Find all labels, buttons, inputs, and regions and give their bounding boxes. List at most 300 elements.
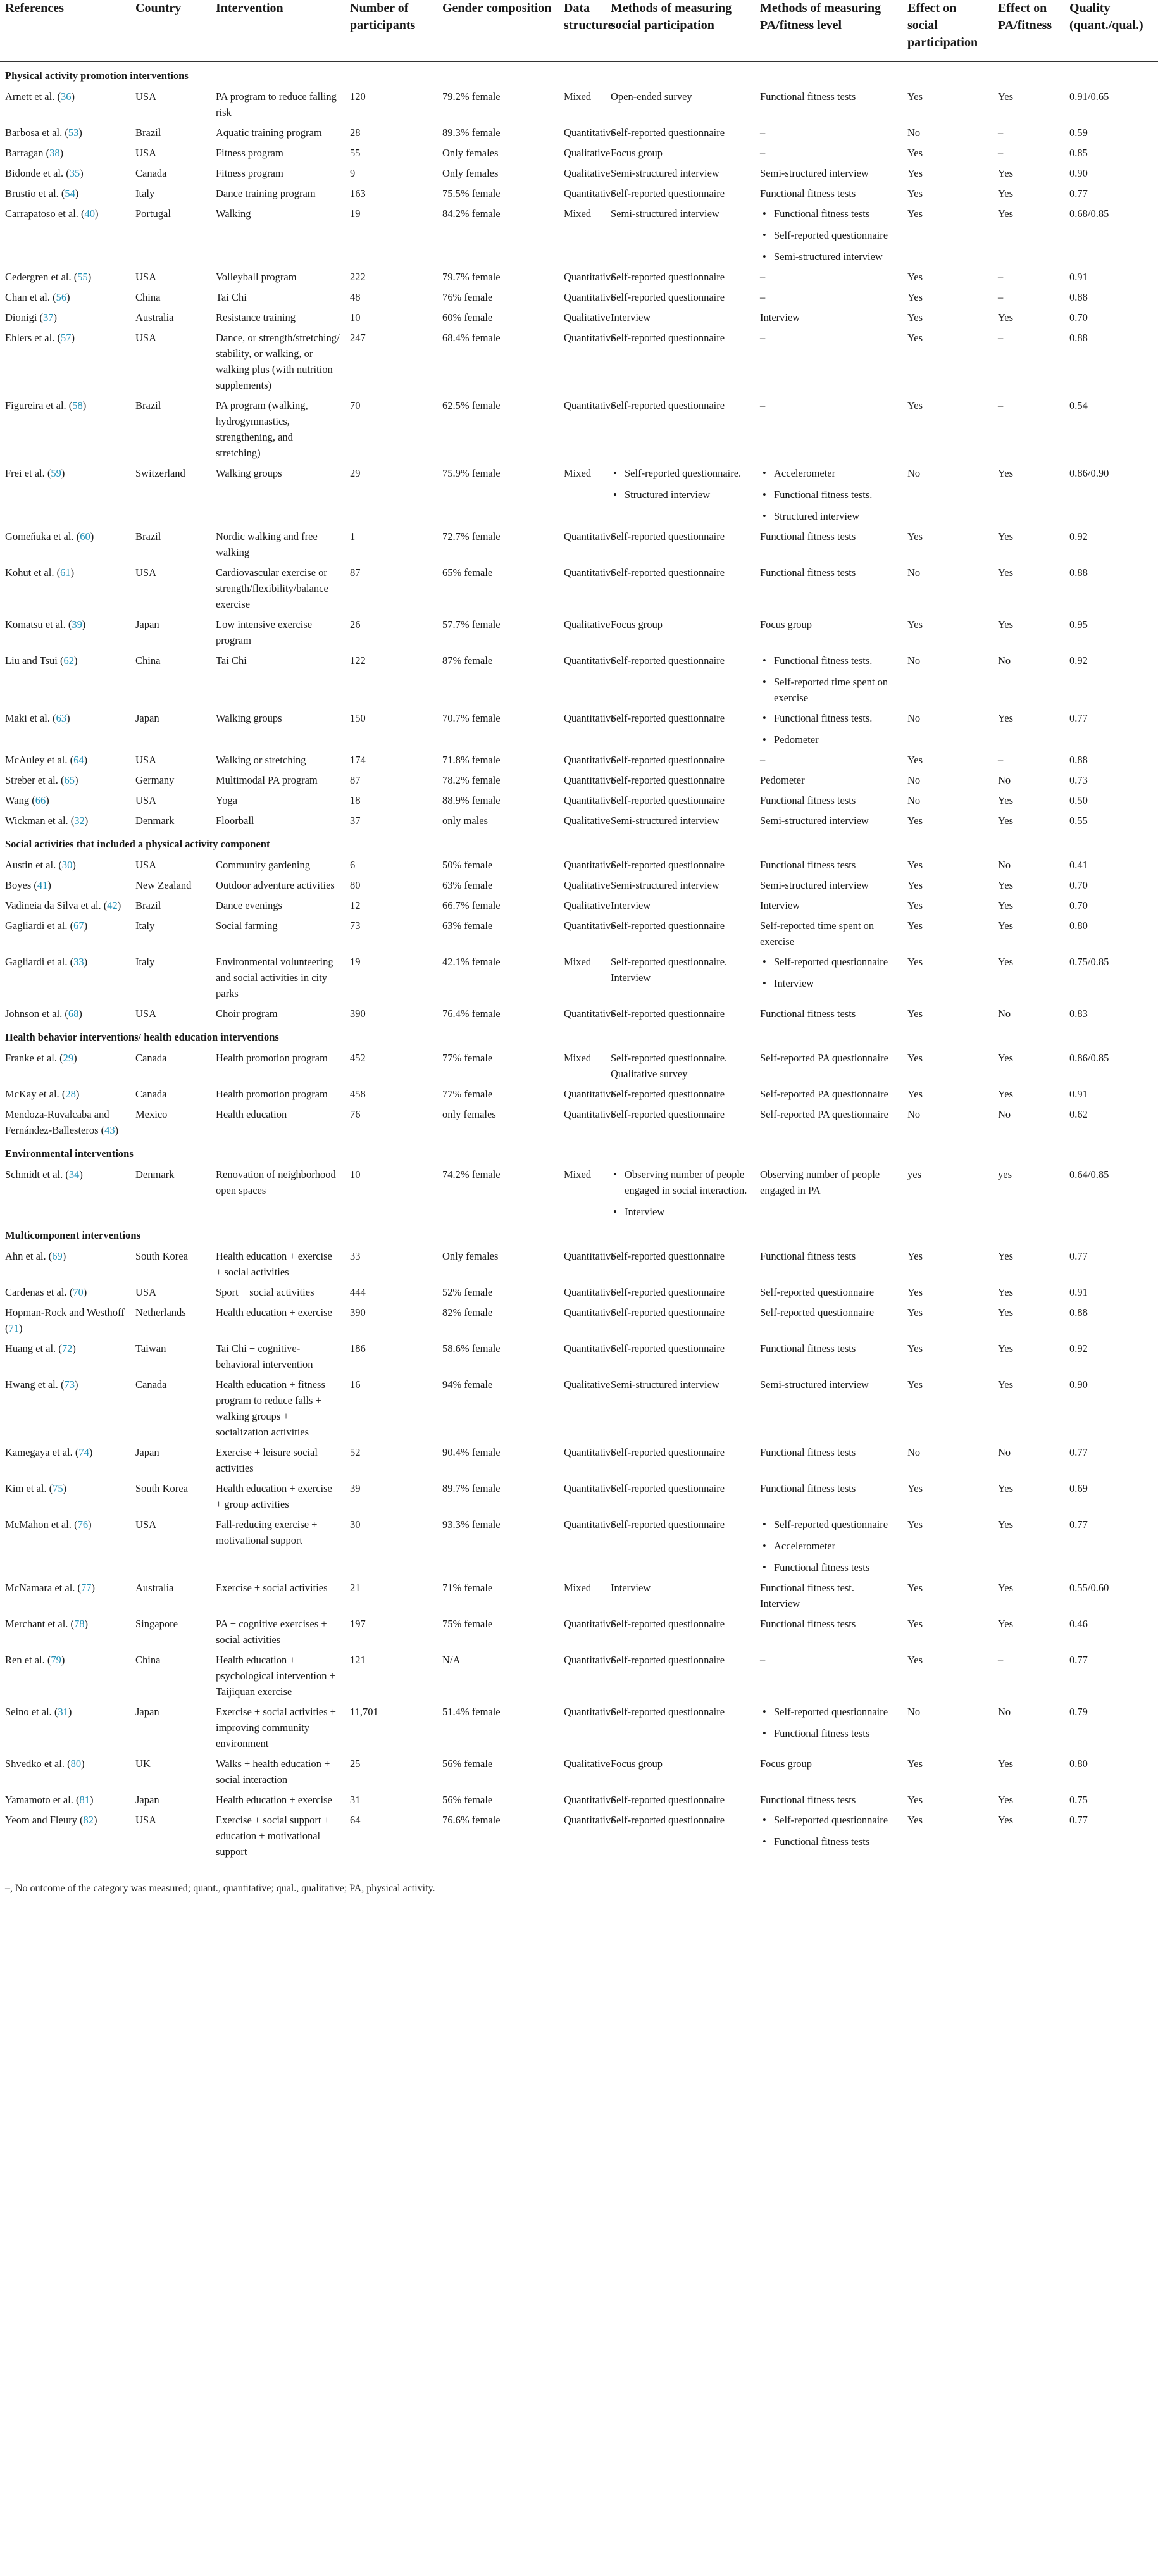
quality-cell: 0.91: [1069, 271, 1088, 283]
intervention-cell: Tai Chi: [216, 654, 247, 666]
reference-author: Frei et al.: [5, 467, 45, 479]
data-structure-cell: Qualitative: [564, 1379, 611, 1391]
participants-cell: 29: [350, 467, 361, 479]
intervention-cell: Walking: [216, 208, 251, 220]
gender-cell: 62.5% female: [442, 399, 501, 411]
citation-link[interactable]: 65: [64, 774, 75, 786]
country-cell: USA: [135, 1814, 157, 1826]
intervention-cell: Exercise + social activities + improving community environment: [216, 1706, 336, 1749]
social-method-cell-line: Semi-structured interview: [611, 208, 719, 220]
participants-cell: 390: [350, 1306, 366, 1318]
quality-cell: 0.59: [1069, 127, 1088, 139]
table-row: [0, 1047, 1158, 1084]
reference-author: Gagliardi et al.: [5, 956, 68, 968]
participants-cell: 33: [350, 1250, 361, 1262]
pa-method-cell-item: • Functional fitness tests.: [760, 653, 897, 668]
table-row: [0, 287, 1158, 307]
effect-social-cell: Yes: [907, 956, 923, 968]
data-structure-cell: Quantitative: [564, 1814, 616, 1826]
social-method-cell-line: Self-reported questionnaire: [611, 187, 725, 199]
pa-method-cell: [755, 1084, 902, 1104]
section-row: [0, 1140, 1158, 1164]
pa-method-cell: [755, 142, 902, 163]
reference-cell: Carrapatoso et al. (40): [5, 208, 99, 220]
pa-method-cell: [755, 526, 902, 562]
citation-link[interactable]: 32: [74, 815, 85, 827]
gender-cell: 60% female: [442, 311, 493, 323]
data-structure-cell: Mixed: [564, 208, 592, 220]
pa-method-cell-line: Semi-structured interview: [760, 879, 869, 891]
gender-cell: N/A: [442, 1654, 461, 1666]
pa-method-cell-line: Functional fitness tests: [760, 530, 856, 542]
reference-cell: Dionigi (37): [5, 311, 58, 323]
effect-social-cell: Yes: [907, 1088, 923, 1100]
gender-cell: 93.3% female: [442, 1518, 501, 1530]
country-cell: South Korea: [135, 1482, 188, 1494]
gender-cell: 87% female: [442, 654, 493, 666]
quality-cell: 0.80: [1069, 1758, 1088, 1770]
reference-cell: Merchant et al. (78): [5, 1618, 89, 1630]
pa-method-cell-line: Functional fitness tests: [760, 91, 856, 103]
social-method-cell-line: Self-reported questionnaire: [611, 332, 725, 344]
reference-cell: Gomeňuka et al. (60): [5, 530, 94, 542]
quality-cell: 0.85: [1069, 147, 1088, 159]
table-row: [0, 1810, 1158, 1861]
intervention-cell: Sport + social activities: [216, 1286, 314, 1298]
country-cell: USA: [135, 91, 157, 103]
section-row: [0, 830, 1158, 854]
social-method-cell-line: Self-reported questionnaire: [611, 654, 725, 666]
data-structure-cell: Quantitative: [564, 291, 616, 303]
citation-link[interactable]: 54: [65, 187, 75, 199]
effect-pa-cell: –: [998, 147, 1004, 159]
gender-cell: 52% female: [442, 1286, 493, 1298]
pa-method-cell: [755, 1753, 902, 1789]
reference-author: Wickman et al.: [5, 815, 68, 827]
citation-link[interactable]: 42: [107, 899, 118, 911]
reference-author: Hwang et al.: [5, 1379, 58, 1391]
column-header-quality: Quality (quant./qual.): [1069, 1, 1143, 32]
social-method-cell: [606, 463, 755, 526]
citation-link[interactable]: 36: [60, 91, 72, 103]
citation-link[interactable]: 79: [51, 1654, 61, 1666]
pa-method-cell-line: –: [760, 127, 766, 139]
reference-cell: Gagliardi et al. (33): [5, 956, 88, 968]
effect-social-cell: Yes: [907, 147, 923, 159]
pa-method-cell-line: Functional fitness tests: [760, 187, 856, 199]
country-cell: Brazil: [135, 399, 161, 411]
reference-author: Shvedko et al.: [5, 1758, 65, 1770]
citation-link[interactable]: 61: [60, 566, 71, 578]
citation-link[interactable]: 40: [84, 208, 96, 220]
reference-author: Cardenas et al.: [5, 1286, 67, 1298]
table-row: [0, 203, 1158, 266]
table-row: [0, 526, 1158, 562]
gender-cell: 42.1% female: [442, 956, 501, 968]
table-body: [0, 62, 1158, 1862]
participants-cell: 390: [350, 1008, 366, 1020]
social-method-cell: [606, 183, 755, 203]
social-method-cell: [606, 526, 755, 562]
citation-link[interactable]: 56: [56, 291, 67, 303]
citation-link[interactable]: 38: [49, 147, 60, 159]
section-title: Multicomponent interventions: [5, 1229, 141, 1241]
data-structure-cell: Quantitative: [564, 1654, 616, 1666]
pa-method-cell-item: • Interview: [760, 975, 897, 991]
citation-link[interactable]: 55: [77, 271, 88, 283]
citation-link[interactable]: 82: [83, 1814, 94, 1826]
effect-social-cell: Yes: [907, 1379, 923, 1391]
citation-link[interactable]: 53: [68, 127, 79, 139]
participants-cell: 174: [350, 754, 366, 766]
country-cell: Japan: [135, 1706, 159, 1718]
citation-link[interactable]: 78: [74, 1618, 85, 1630]
quality-cell: 0.77: [1069, 1446, 1088, 1458]
effect-social-cell: No: [907, 774, 921, 786]
social-method-cell: [606, 854, 755, 875]
column-header-references: References: [5, 1, 64, 15]
participants-cell: 87: [350, 774, 361, 786]
effect-social-cell: Yes: [907, 1342, 923, 1354]
social-method-cell: [606, 1649, 755, 1701]
effect-social-cell: No: [907, 712, 921, 724]
pa-method-cell-line: Functional fitness tests: [760, 1342, 856, 1354]
social-method-cell: [606, 122, 755, 142]
table-row: [0, 1701, 1158, 1753]
gender-cell: only males: [442, 815, 488, 827]
social-method-cell: [606, 895, 755, 915]
pa-method-cell: [755, 1302, 902, 1338]
social-method-cell-line: Self-reported questionnaire: [611, 1108, 725, 1120]
quality-cell: 0.79: [1069, 1706, 1088, 1718]
reference-cell: Komatsu et al. (39): [5, 618, 86, 630]
pa-method-cell: [755, 1047, 902, 1084]
table-row: [0, 1577, 1158, 1613]
citation-link[interactable]: 64: [73, 754, 84, 766]
social-method-cell-line: Self-reported questionnaire: [611, 1342, 725, 1354]
pa-method-cell-line: Semi-structured interview: [760, 167, 869, 179]
country-cell: Brazil: [135, 530, 161, 542]
effect-pa-cell: No: [998, 1706, 1011, 1718]
social-method-cell: [606, 287, 755, 307]
pa-method-cell-line: Interview: [760, 899, 800, 911]
social-method-cell-line: Self-reported questionnaire: [611, 566, 725, 578]
citation-link[interactable]: 30: [61, 859, 73, 871]
effect-social-cell: Yes: [907, 1286, 923, 1298]
country-cell: Italy: [135, 956, 155, 968]
gender-cell: 74.2% female: [442, 1168, 501, 1180]
effect-social-cell: Yes: [907, 920, 923, 932]
data-structure-cell: Mixed: [564, 956, 592, 968]
quality-cell: 0.92: [1069, 654, 1088, 666]
reference-cell: Kamegaya et al. (74): [5, 1446, 93, 1458]
effect-social-cell: No: [907, 566, 921, 578]
effect-pa-cell: No: [998, 859, 1011, 871]
social-method-cell-line: Self-reported questionnaire: [611, 1618, 725, 1630]
reference-author: Liu and Tsui: [5, 654, 58, 666]
pa-method-cell: [755, 1514, 902, 1577]
pa-method-cell: [755, 810, 902, 830]
participants-cell: 31: [350, 1794, 361, 1806]
data-structure-cell: Quantitative: [564, 1618, 616, 1630]
gender-cell: 76.6% female: [442, 1814, 501, 1826]
citation-link[interactable]: 37: [43, 311, 54, 323]
citation-link[interactable]: 71: [8, 1322, 19, 1334]
citation-link[interactable]: 39: [72, 618, 82, 630]
pa-method-cell-item: • Self-reported time spent on exercise: [760, 674, 897, 706]
table-row: [0, 875, 1158, 895]
social-method-cell: [606, 1104, 755, 1140]
table-header-row: [0, 0, 1158, 62]
social-method-cell-line: Self-reported questionnaire: [611, 1306, 725, 1318]
reference-cell: McMahon et al. (76): [5, 1518, 92, 1530]
quality-cell: 0.64/0.85: [1069, 1168, 1109, 1180]
gender-cell: 72.7% female: [442, 530, 501, 542]
participants-cell: 122: [350, 654, 366, 666]
pa-method-cell-line: –: [760, 291, 766, 303]
citation-link[interactable]: 80: [70, 1758, 82, 1770]
social-method-cell: [606, 266, 755, 287]
pa-method-cell-item: • Pedometer: [760, 732, 897, 747]
participants-cell: 120: [350, 91, 366, 103]
reference-author: McNamara et al.: [5, 1582, 75, 1594]
gender-cell: 79.7% female: [442, 271, 501, 283]
social-method-cell-line: Self-reported questionnaire: [611, 1008, 725, 1020]
gender-cell: 82% female: [442, 1306, 493, 1318]
data-structure-cell: Quantitative: [564, 794, 616, 806]
citation-link[interactable]: 74: [78, 1446, 89, 1458]
table-row: [0, 749, 1158, 770]
reference-cell: Frei et al. (59): [5, 467, 65, 479]
pa-method-cell-item: • Self-reported questionnaire: [760, 954, 897, 970]
pa-method-cell-line: Self-reported PA questionnaire: [760, 1052, 888, 1064]
social-method-cell-item: • Self-reported questionnaire.: [611, 465, 750, 481]
data-structure-cell: Qualitative: [564, 899, 611, 911]
citation-link[interactable]: 28: [65, 1088, 76, 1100]
quality-cell: 0.86/0.90: [1069, 467, 1109, 479]
citation-link[interactable]: 59: [51, 467, 61, 479]
table-row: [0, 1282, 1158, 1302]
citation-link[interactable]: 75: [53, 1482, 63, 1494]
reference-cell: Hopman-Rock and Westhoff (71): [5, 1306, 125, 1334]
social-method-cell: [606, 790, 755, 810]
intervention-cell: Health education + exercise + group activities: [216, 1482, 332, 1510]
social-method-cell: [606, 1753, 755, 1789]
data-structure-cell: Quantitative: [564, 399, 616, 411]
citation-link[interactable]: 60: [80, 530, 90, 542]
intervention-cell: Social farming: [216, 920, 278, 932]
participants-cell: 19: [350, 956, 361, 968]
citation-link[interactable]: 76: [77, 1518, 89, 1530]
pa-method-cell: [755, 203, 902, 266]
citation-link[interactable]: 81: [79, 1794, 90, 1806]
intervention-cell: PA program to reduce falling risk: [216, 91, 337, 118]
gender-cell: 78.2% female: [442, 774, 501, 786]
social-method-cell-line: Self-reported questionnaire: [611, 859, 725, 871]
data-structure-cell: Quantitative: [564, 1250, 616, 1262]
gender-cell: 68.4% female: [442, 332, 501, 344]
country-cell: Canada: [135, 1052, 167, 1064]
citation-link[interactable]: 77: [81, 1582, 92, 1594]
intervention-cell: Walking groups: [216, 712, 282, 724]
intervention-cell: Volleyball program: [216, 271, 297, 283]
reference-cell: Schmidt et al. (34): [5, 1168, 83, 1180]
country-cell: China: [135, 1654, 161, 1666]
social-method-cell: [606, 1084, 755, 1104]
country-cell: Mexico: [135, 1108, 168, 1120]
table-row: [0, 708, 1158, 749]
table-row: [0, 1302, 1158, 1338]
reference-cell: Ren et al. (79): [5, 1654, 65, 1666]
data-structure-cell: Quantitative: [564, 1446, 616, 1458]
reference-cell: Seino et al. (31): [5, 1706, 72, 1718]
participants-cell: 458: [350, 1088, 366, 1100]
country-cell: South Korea: [135, 1250, 188, 1262]
social-method-cell: [606, 1282, 755, 1302]
table-row: [0, 562, 1158, 614]
country-cell: Denmark: [135, 815, 175, 827]
social-method-cell-item: • Interview: [611, 1204, 750, 1220]
table-row: [0, 1789, 1158, 1810]
social-method-cell: [606, 915, 755, 951]
effect-social-cell: No: [907, 1706, 921, 1718]
data-structure-cell: Qualitative: [564, 879, 611, 891]
effect-pa-cell: Yes: [998, 167, 1014, 179]
pa-method-cell-line: Observing number of people engaged in PA: [760, 1168, 880, 1196]
quality-cell: 0.50: [1069, 794, 1088, 806]
participants-cell: 30: [350, 1518, 361, 1530]
effect-social-cell: Yes: [907, 1794, 923, 1806]
citation-link[interactable]: 31: [58, 1706, 68, 1718]
intervention-cell: Multimodal PA program: [216, 774, 318, 786]
country-cell: Taiwan: [135, 1342, 166, 1354]
pa-method-cell-line: Functional fitness tests: [760, 566, 856, 578]
citation-link[interactable]: 68: [68, 1008, 79, 1020]
country-cell: China: [135, 654, 161, 666]
citation-link[interactable]: 43: [104, 1124, 115, 1136]
effect-pa-cell: No: [998, 1008, 1011, 1020]
quality-cell: 0.77: [1069, 1814, 1088, 1826]
social-method-cell: [606, 203, 755, 266]
country-cell: Portugal: [135, 208, 171, 220]
quality-cell: 0.77: [1069, 187, 1088, 199]
table-row: [0, 1104, 1158, 1140]
social-method-cell-line: Self-reported questionnaire: [611, 1250, 725, 1262]
pa-method-cell-item: • Accelerometer: [760, 465, 897, 481]
effect-social-cell: No: [907, 127, 921, 139]
citation-link[interactable]: 69: [52, 1250, 63, 1262]
table-row: [0, 895, 1158, 915]
citation-link[interactable]: 35: [69, 167, 80, 179]
data-structure-cell: Mixed: [564, 1168, 592, 1180]
quality-cell: 0.41: [1069, 859, 1088, 871]
pa-method-cell: [755, 1577, 902, 1613]
intervention-cell: Dance, or strength/stretching/ stability, or walking, or walking plus (with nutrition supplements): [216, 332, 340, 391]
reference-cell: McNamara et al. (77): [5, 1582, 96, 1594]
citation-link[interactable]: 72: [61, 1342, 73, 1354]
effect-pa-cell: –: [998, 127, 1004, 139]
citation-link[interactable]: 57: [60, 332, 72, 344]
table-row: [0, 1164, 1158, 1222]
pa-method-cell-line: Focus group: [760, 1758, 812, 1770]
reference-author: Vadineia da Silva et al.: [5, 899, 101, 911]
pa-method-cell: [755, 562, 902, 614]
citation-link[interactable]: 67: [73, 920, 84, 932]
quality-cell: 0.95: [1069, 618, 1088, 630]
participants-cell: 55: [350, 147, 361, 159]
country-cell: Denmark: [135, 1168, 175, 1180]
effect-pa-cell: –: [998, 1654, 1004, 1666]
table-row: [0, 1478, 1158, 1514]
effect-social-cell: Yes: [907, 1008, 923, 1020]
section-title: Environmental interventions: [5, 1147, 134, 1160]
reference-author: Cedergren et al.: [5, 271, 72, 283]
table-row: [0, 395, 1158, 463]
pa-method-cell: [755, 1246, 902, 1282]
intervention-cell: Nordic walking and free walking: [216, 530, 318, 558]
reference-cell: Ehlers et al. (57): [5, 332, 75, 344]
social-method-cell-line: Self-reported questionnaire: [611, 291, 725, 303]
pa-method-cell: [755, 1282, 902, 1302]
citation-link[interactable]: 34: [68, 1168, 80, 1180]
social-method-cell: [606, 1246, 755, 1282]
column-header-participants: Number of participants: [350, 1, 416, 32]
section-row: [0, 62, 1158, 87]
social-method-cell-line: Interview: [611, 899, 651, 911]
citation-link[interactable]: 33: [73, 956, 84, 968]
reference-cell: Huang et al. (72): [5, 1342, 76, 1354]
citation-link[interactable]: 63: [56, 712, 67, 724]
citation-link[interactable]: 41: [37, 879, 48, 891]
column-header-intervention: Intervention: [216, 1, 283, 15]
social-method-cell-line: Focus group: [611, 1758, 663, 1770]
effect-social-cell: Yes: [907, 618, 923, 630]
data-structure-cell: Quantitative: [564, 530, 616, 542]
citation-link[interactable]: 58: [72, 399, 83, 411]
pa-method-cell-item: • Semi-structured interview: [760, 249, 897, 265]
effect-pa-cell: Yes: [998, 208, 1014, 220]
table-row: [0, 307, 1158, 327]
social-method-cell-line: Self-reported questionnaire: [611, 712, 725, 724]
gender-cell: 70.7% female: [442, 712, 501, 724]
participants-cell: 121: [350, 1654, 366, 1666]
reference-cell: Franke et al. (29): [5, 1052, 77, 1064]
citation-link[interactable]: 29: [63, 1052, 74, 1064]
reference-author: Huang et al.: [5, 1342, 56, 1354]
effect-pa-cell: Yes: [998, 566, 1014, 578]
reference-author: McAuley et al.: [5, 754, 68, 766]
reference-author: Kim et al.: [5, 1482, 47, 1494]
reference-cell: Barbosa et al. (53): [5, 127, 82, 139]
reference-author: Maki et al.: [5, 712, 51, 724]
quality-cell: 0.68/0.85: [1069, 208, 1109, 220]
citation-link[interactable]: 73: [64, 1379, 75, 1391]
citation-link[interactable]: 70: [73, 1286, 84, 1298]
participants-cell: 16: [350, 1379, 361, 1391]
intervention-cell: Health education + exercise + social activities: [216, 1250, 332, 1278]
table-row: [0, 1753, 1158, 1789]
table-row: [0, 183, 1158, 203]
pa-method-cell: [755, 854, 902, 875]
citation-link[interactable]: 66: [35, 794, 46, 806]
table-row: [0, 951, 1158, 1003]
social-method-cell: [606, 86, 755, 122]
citation-link[interactable]: 62: [63, 654, 74, 666]
pa-method-cell-item: • Functional fitness tests: [760, 1834, 897, 1849]
data-structure-cell: Quantitative: [564, 774, 616, 786]
social-method-cell-line: Self-reported questionnaire: [611, 1794, 725, 1806]
reference-author: Barbosa et al.: [5, 127, 63, 139]
